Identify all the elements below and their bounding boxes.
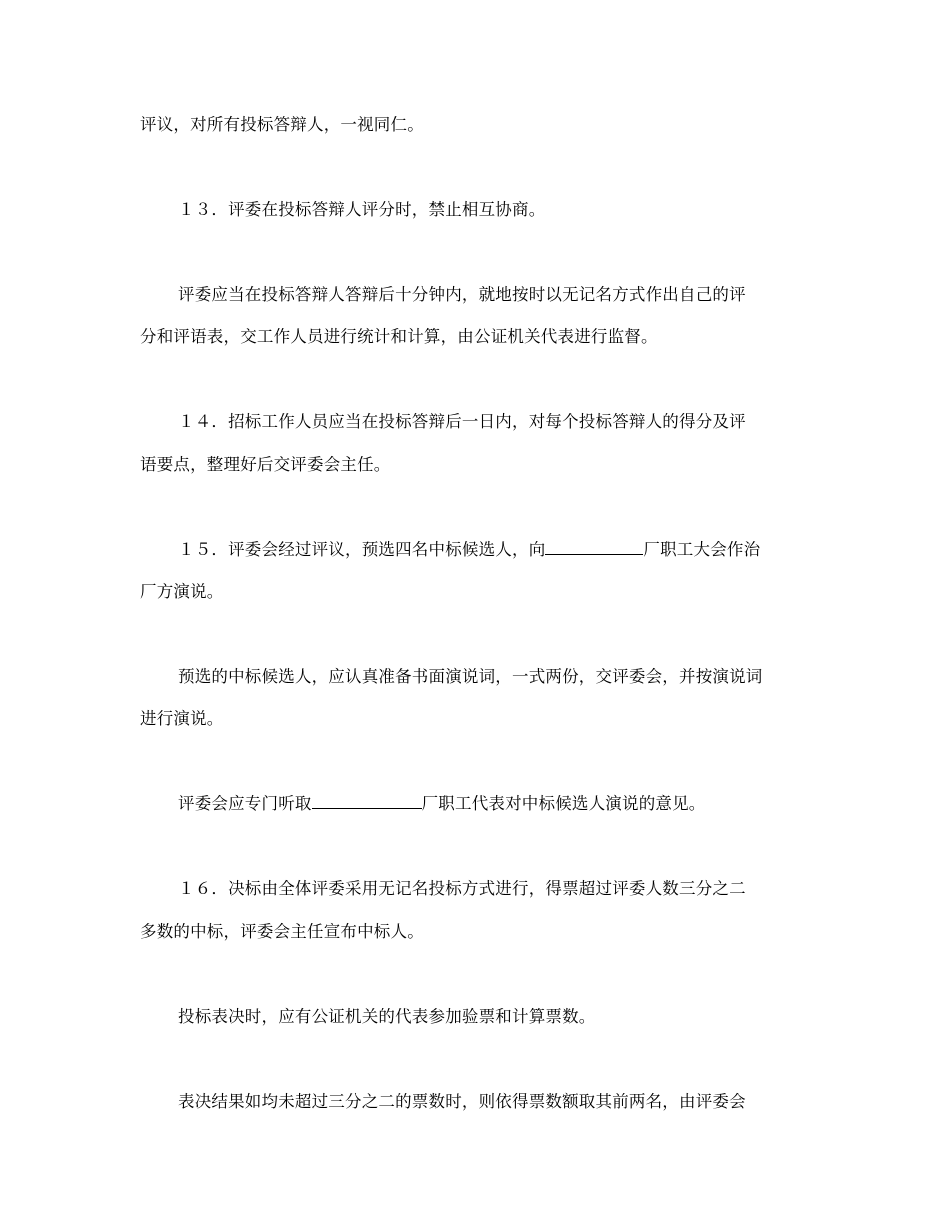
clause-16-line: １６．决标由全体评委采用无记名投标方式进行，得票超过评委人数三分之二 [178,879,746,898]
clause-15-text-before-blank: １５．评委会经过评议，预选四名中标候选人，向 [178,540,546,559]
paragraph-line: 预选的中标候选人，应认真准备书面演说词，一式两份，交评委会，并按演说词 [178,667,763,686]
fill-in-blank [312,794,422,809]
paragraph-line: 评议，对所有投标答辩人，一视同仁。 [140,115,424,134]
clause-15-line [178,539,760,561]
clause-14-line: １４．招标工作人员应当在投标答辩后一日内，对每个投标答辩人的得分及评 [178,412,746,431]
paragraph-line: 分和评语表，交工作人员进行统计和计算，由公证机关代表进行监督。 [140,327,658,346]
paragraph-line: 表决结果如均未超过三分之二的票数时，则依得票数额取其前两名，由评委会 [178,1092,746,1111]
fill-in-blank [545,540,643,555]
paragraph-line: 评委应当在投标答辩人答辩后十分钟内，就地按时以无记名方式作出自己的评 [178,285,746,304]
paragraph-line: 厂方演说。 [140,582,224,601]
text-before-blank: 评委会应专门听取 [178,794,312,813]
paragraph-line: 多数的中标，评委会主任宣布中标人。 [140,922,424,941]
paragraph-line [178,793,706,815]
paragraph-line: 进行演说。 [140,709,224,728]
clause-15-text-after-blank: 厂职工大会作治 [643,540,761,559]
text-after-blank: 厂职工代表对中标候选人演说的意见。 [421,794,706,813]
paragraph-line: 语要点，整理好后交评委会主任。 [140,455,391,474]
clause-13-line: １３．评委在投标答辩人评分时，禁止相互协商。 [178,200,546,219]
paragraph-line: 投标表决时，应有公证机关的代表参加验票和计算票数。 [178,1007,596,1026]
